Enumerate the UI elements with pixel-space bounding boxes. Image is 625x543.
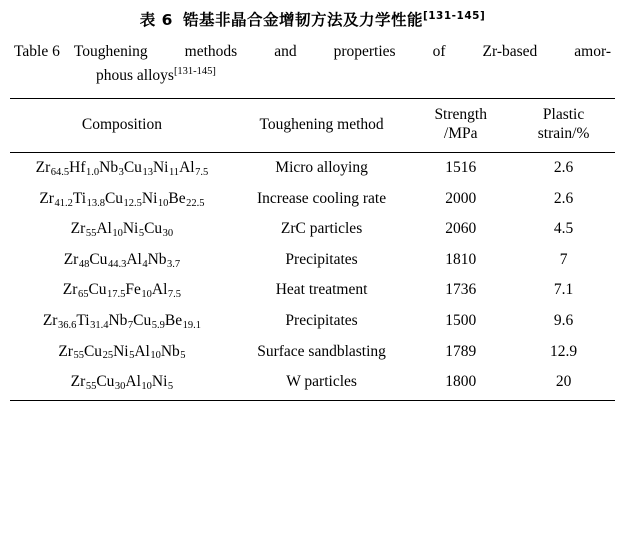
cell-strength: 1800 (409, 367, 512, 400)
cell-composition: $Zr_{64.5}Hf_{1.0}Nb_3Cu_{13}Ni_{11}Al_{7.5}$ (35, 158, 209, 178)
cell-strength: 1789 (445, 342, 477, 360)
cell-composition: $Zr_{65}Cu_{17.5}Fe_{10}Al_{7.5}$ (62, 281, 182, 301)
cell-method: Surface sandblasting (257, 342, 386, 360)
table-row (10, 306, 615, 337)
column-header-method-line1: Toughening method (259, 115, 384, 133)
table-header-row (10, 99, 615, 153)
cell-strength: 1500 (445, 311, 477, 329)
column-header-composition (10, 99, 234, 153)
table-row (10, 367, 615, 400)
table-row (10, 337, 615, 368)
cell-method: Heat treatment (275, 281, 368, 299)
cell-strain: 7 (559, 250, 568, 268)
column-header-method (234, 99, 409, 153)
column-header-composition-line1: Composition (81, 115, 162, 133)
cell-composition: $Zr_{48}Cu_{44.3}Al_4Nb_{3.7}$ (63, 250, 181, 270)
caption-english (10, 40, 615, 88)
cell-method: Increase cooling rate (257, 189, 387, 207)
cell-composition: $Zr_{36.6}Ti_{31.4}Nb_7Cu_{5.9}Be_{19.1}$ (42, 311, 201, 331)
cell-strength: 2060 (445, 220, 477, 238)
table-row (10, 245, 615, 276)
cell-strength: 1736 (445, 281, 477, 299)
cell-method: Precipitates (285, 250, 358, 268)
table-row (10, 275, 615, 306)
table-row (10, 184, 615, 215)
cell-composition: $Zr_{55}Cu_{30}Al_{10}Ni_5$ (10, 367, 234, 400)
table-head (10, 99, 615, 153)
caption-chinese (10, 10, 615, 30)
cell-strain: 9.6 (553, 311, 574, 329)
cell-method: ZrC particles (280, 220, 363, 238)
cell-method: W particles (234, 367, 409, 400)
cell-strain: 20 (512, 367, 615, 400)
caption-english-reference: [131-145] (173, 66, 216, 77)
caption-english-text-second: phous alloys (96, 67, 174, 85)
column-header-strength-line1: Strength (434, 106, 487, 124)
cell-method: Micro alloying (275, 158, 368, 176)
cell-composition: $Zr_{55}Al_{10}Ni_5Cu_{30}$ (70, 220, 174, 240)
cell-strength: 1810 (445, 250, 477, 268)
cell-composition: $Zr_{55}Cu_{25}Ni_5Al_{10}Nb_5$ (58, 342, 186, 362)
cell-strain: 4.5 (553, 220, 574, 238)
caption-english-line1 (14, 40, 611, 64)
caption-chinese-title: 锆基非晶合金增韧方法及力学性能 (182, 11, 423, 29)
cell-strain: 2.6 (553, 158, 574, 176)
cell-strength: 2000 (445, 189, 477, 207)
caption-chinese-reference: [131-145] (422, 9, 486, 22)
cell-strain: 12.9 (550, 342, 578, 360)
caption-english-line2 (96, 64, 611, 88)
column-header-strain (512, 99, 615, 153)
caption-english-text-first: Toughening methods and properties of Zr-based amor- (73, 43, 611, 61)
cell-strain: 7.1 (553, 281, 574, 299)
caption-english-label: Table 6 (14, 43, 60, 61)
cell-strain: 2.6 (553, 189, 574, 207)
column-header-strength-line2: /MPa (443, 125, 478, 143)
table-body (10, 152, 615, 400)
table-row (10, 152, 615, 183)
caption-chinese-label: 表 6 (139, 11, 173, 29)
table-row (10, 214, 615, 245)
column-header-strength (409, 99, 512, 153)
cell-composition: $Zr_{41.2}Ti_{13.8}Cu_{12.5}Ni_{10}Be_{22.5}$ (39, 189, 205, 209)
properties-table (10, 98, 615, 401)
cell-method: Precipitates (285, 311, 358, 329)
column-header-strain-line2: strain/% (537, 125, 590, 143)
column-header-strain-line1: Plastic (542, 106, 585, 124)
cell-strength: 1516 (445, 158, 477, 176)
